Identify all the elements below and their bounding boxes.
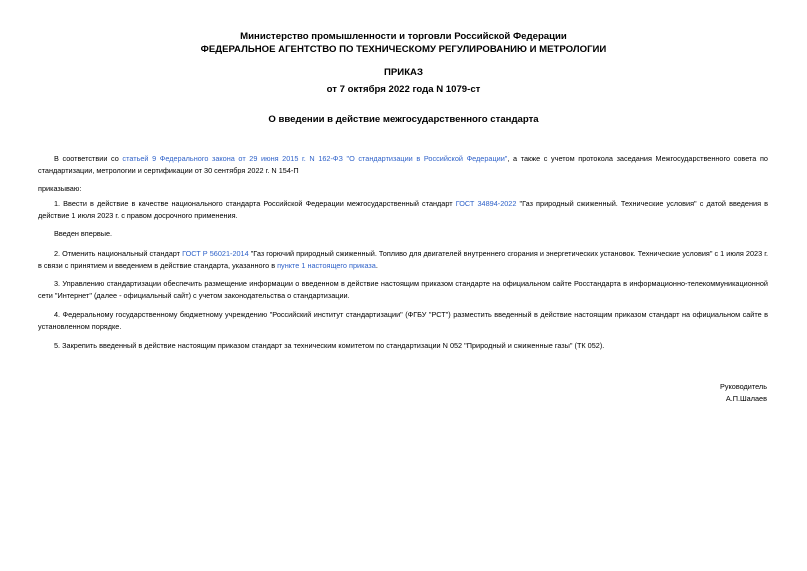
item-2-text-3: . <box>375 260 378 270</box>
item-5-paragraph <box>38 340 768 352</box>
item-3-paragraph <box>38 278 768 301</box>
document-title: О введении в действие межгосударственного стандарта <box>268 114 539 125</box>
item-4-text: 4. Федеральному государственному бюджетному учреждению "Российский институт стандартизации" (ФГБУ "РСТ") разместить введенный в действие настоящим приказом стандарт на официальном сайте в установленном порядке. <box>38 310 768 331</box>
item-2-text-2: "Газ горючий природный сжиженный. Топливо для двигателей внутреннего сгорания и энергетических установок. Технические условия" с 1 июля 2023 г. в связи с принятием и введением в действие стандарта, указанного в <box>38 249 768 270</box>
signature-position: Руководитель <box>719 382 767 391</box>
document-date-number: от 7 октября 2022 года N 1079-ст <box>326 84 481 95</box>
item-1-text-2: "Газ природный сжиженный. Технические условия" с датой введения в действие 1 июля 2023 г. с правом досрочного применения. <box>38 199 769 220</box>
ministry-name: Министерство промышленности и торговли Российской Федерации <box>240 31 567 42</box>
signature-name: А.П.Шалаев <box>725 394 767 403</box>
item-1-text-1: 1. Ввести в действие в качестве национального стандарта Российской Федерации межгосударственный стандарт <box>54 199 456 208</box>
document-type: ПРИКАЗ <box>384 67 423 78</box>
preamble-paragraph <box>38 153 768 176</box>
item-5-text: 5. Закрепить введенный в действие настоящим приказом стандарт за техническим комитетом по стандартизации N 052 "Природный и сжиженные газы" (ТК 052). <box>54 341 605 350</box>
preamble-text-2: , а также с учетом протокола заседания Межгосударственного совета по стандартизации, метрологии и сертификации от 30 сентября 2022 г. N 154-П <box>38 154 768 175</box>
order-item-1-link[interactable]: пункте 1 настоящего приказа <box>277 260 376 270</box>
first-time-text: Введен впервые. <box>54 229 113 238</box>
first-time-paragraph <box>38 228 768 240</box>
order-word-text: приказываю: <box>38 184 82 193</box>
order-word <box>38 183 768 195</box>
item-4-paragraph <box>38 309 768 332</box>
item-3-text: 3. Управлению стандартизации обеспечить размещение информации о введенном в действие настоящим приказом стандарте на официальном сайте Росстандарта в информационно-телекоммуникационной сети "Интернет" (далее - официальный сайт) с учетом законодательства о стандартизации. <box>38 279 768 300</box>
item-1-paragraph <box>38 198 768 221</box>
agency-name: ФЕДЕРАЛЬНОЕ АГЕНТСТВО ПО ТЕХНИЧЕСКОМУ РЕГУЛИРОВАНИЮ И МЕТРОЛОГИИ <box>200 44 607 55</box>
gost-34894-link[interactable]: ГОСТ 34894-2022 <box>455 199 517 208</box>
gost-r-56021-link[interactable]: ГОСТ Р 56021-2014 <box>182 249 249 258</box>
federal-law-link[interactable]: статьей 9 Федерального закона от 29 июня 2015 г. N 162-ФЗ "О стандартизации в Российской Федерации" <box>122 154 508 163</box>
item-2-text-1: 2. Отменить национальный стандарт <box>54 249 183 258</box>
preamble-text-1: В соответствии со <box>54 154 123 163</box>
item-2-paragraph <box>38 248 768 271</box>
